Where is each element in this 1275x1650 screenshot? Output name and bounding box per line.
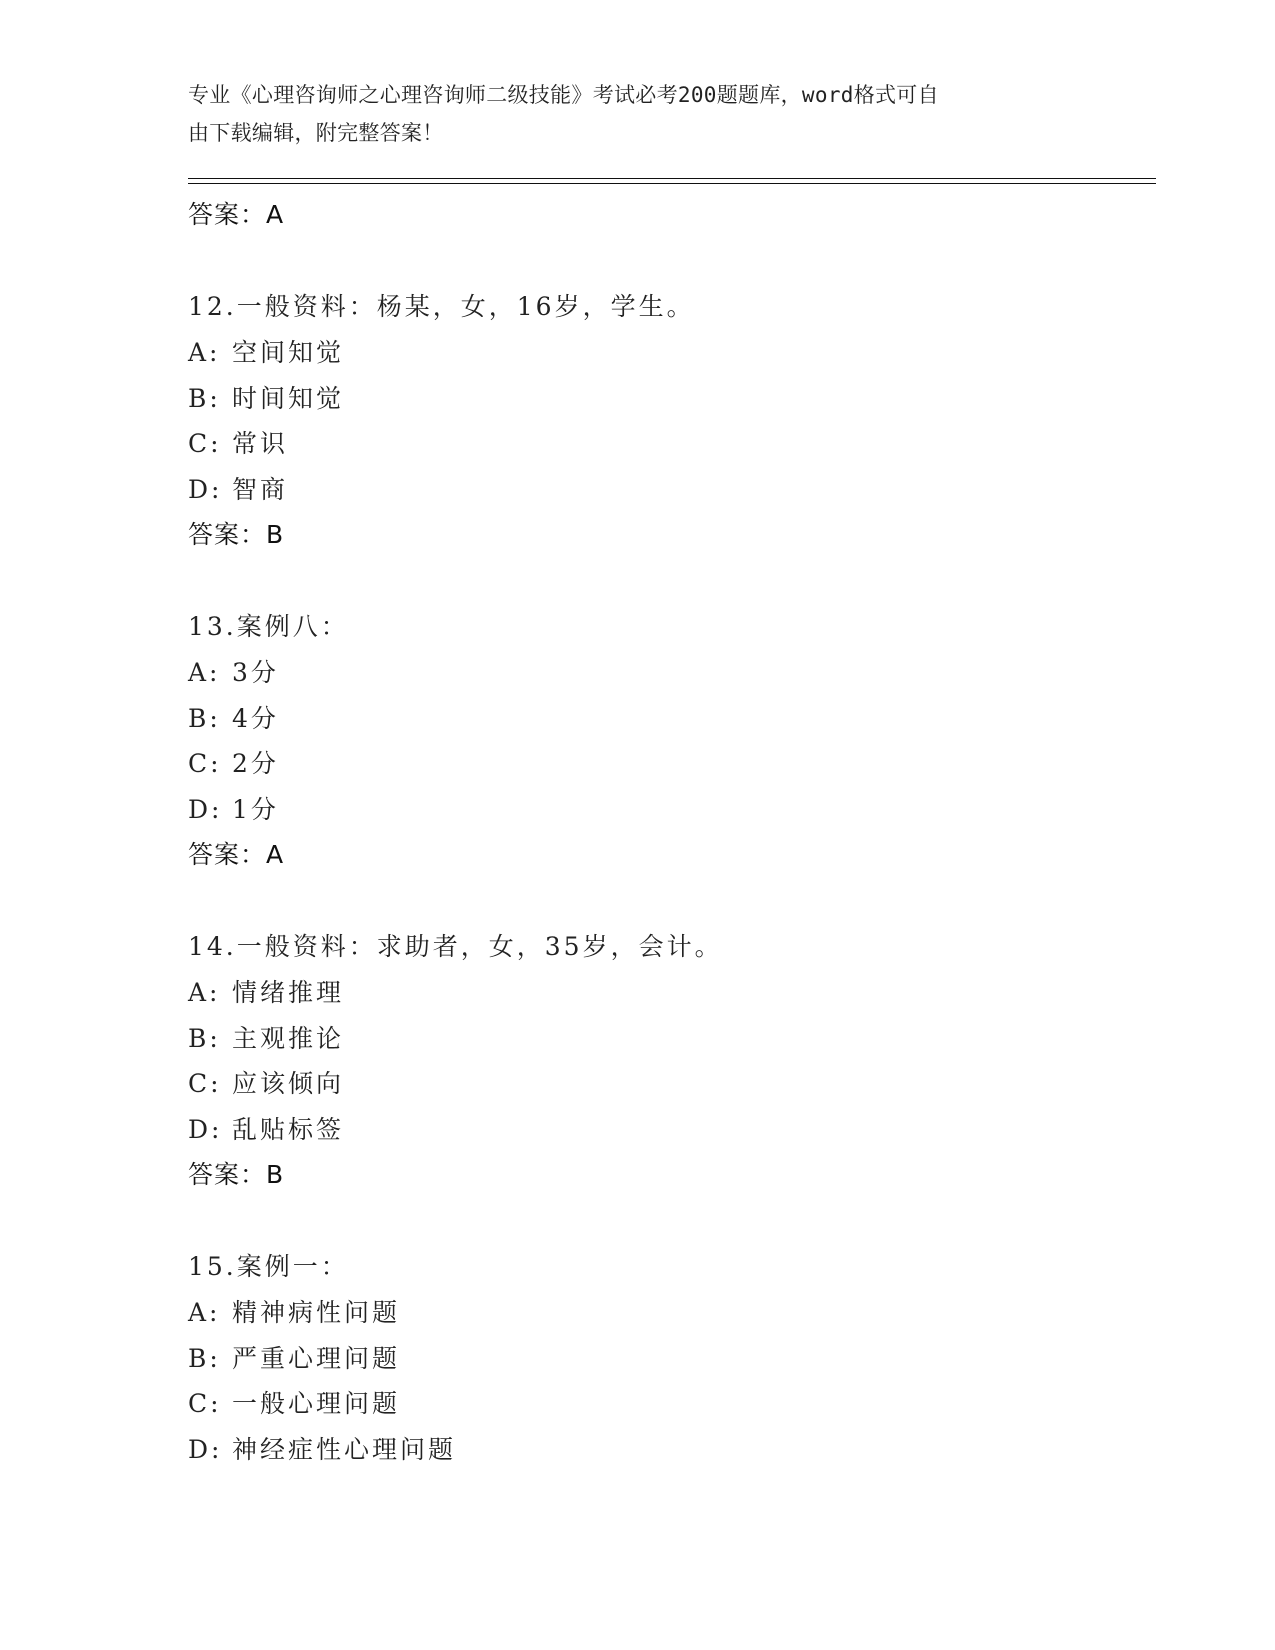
document-header — [188, 76, 1068, 152]
option-a — [188, 970, 1156, 1016]
option-text: 空间知觉 — [232, 338, 345, 367]
option-letter: C: — [188, 1389, 222, 1418]
option-letter: B: — [188, 1023, 221, 1053]
header-line-2: 由下载编辑，附完整答案！ — [188, 121, 444, 145]
option-letter: B: — [188, 703, 221, 733]
option-text: 1分 — [232, 794, 279, 824]
option-letter: C: — [188, 749, 222, 778]
header-divider-top — [188, 178, 1156, 179]
option-text: 一般心理问题 — [232, 1389, 401, 1418]
question-item — [188, 604, 1156, 877]
answer-line: 答案：B — [188, 1160, 285, 1189]
question-item — [188, 1244, 1156, 1472]
question-stem: 12.一般资料：杨某，女，16岁，学生。 — [188, 292, 695, 321]
answer-line: 答案：A — [188, 840, 285, 869]
option-b — [188, 1336, 1156, 1382]
option-text: 4分 — [232, 703, 279, 733]
option-c — [188, 1061, 1156, 1107]
option-text: 2分 — [232, 749, 279, 778]
option-letter: C: — [188, 1069, 222, 1098]
question-stem: 15.案例一： — [188, 1252, 349, 1281]
question-item — [188, 924, 1156, 1197]
question-list — [188, 192, 1156, 1472]
question-item — [188, 284, 1156, 557]
option-a — [188, 1290, 1156, 1336]
option-letter: D: — [188, 474, 223, 504]
header-line-1: 专业《心理咨询师之心理咨询师二级技能》考试必考200题题库，word格式可自 — [188, 83, 939, 107]
question-stem: 13.案例八： — [188, 612, 349, 641]
option-letter: C: — [188, 429, 222, 458]
option-letter: A: — [188, 658, 221, 687]
option-letter: D: — [188, 794, 223, 824]
option-d — [188, 1427, 1156, 1473]
option-letter: D: — [188, 1114, 223, 1144]
option-text: 智商 — [232, 474, 289, 504]
option-letter: B: — [188, 383, 221, 413]
option-b — [188, 376, 1156, 422]
option-letter: D: — [188, 1434, 223, 1464]
option-c — [188, 421, 1156, 467]
option-b — [188, 696, 1156, 742]
option-letter: A: — [188, 338, 221, 367]
option-text: 情绪推理 — [232, 978, 345, 1007]
option-letter: A: — [188, 978, 221, 1007]
option-c — [188, 1381, 1156, 1427]
option-text: 严重心理问题 — [232, 1343, 401, 1373]
option-text: 时间知觉 — [232, 383, 345, 413]
option-text: 3分 — [232, 658, 279, 687]
answer-line: 答案：A — [188, 200, 285, 229]
option-text: 神经症性心理问题 — [232, 1434, 457, 1464]
option-letter: A: — [188, 1298, 221, 1327]
option-a — [188, 650, 1156, 696]
option-text: 主观推论 — [232, 1023, 345, 1053]
option-d — [188, 467, 1156, 513]
option-a — [188, 330, 1156, 376]
option-b — [188, 1016, 1156, 1062]
question-stem: 14.一般资料：求助者，女，35岁，会计。 — [188, 932, 723, 961]
option-d — [188, 1107, 1156, 1153]
option-text: 乱贴标签 — [232, 1114, 345, 1144]
option-text: 常识 — [232, 429, 289, 458]
option-letter: B: — [188, 1343, 221, 1373]
header-divider-bottom — [188, 183, 1156, 184]
option-text: 应该倾向 — [232, 1069, 345, 1098]
option-text: 精神病性问题 — [232, 1298, 401, 1327]
option-c — [188, 741, 1156, 787]
answer-line: 答案：B — [188, 520, 285, 549]
option-d — [188, 787, 1156, 833]
